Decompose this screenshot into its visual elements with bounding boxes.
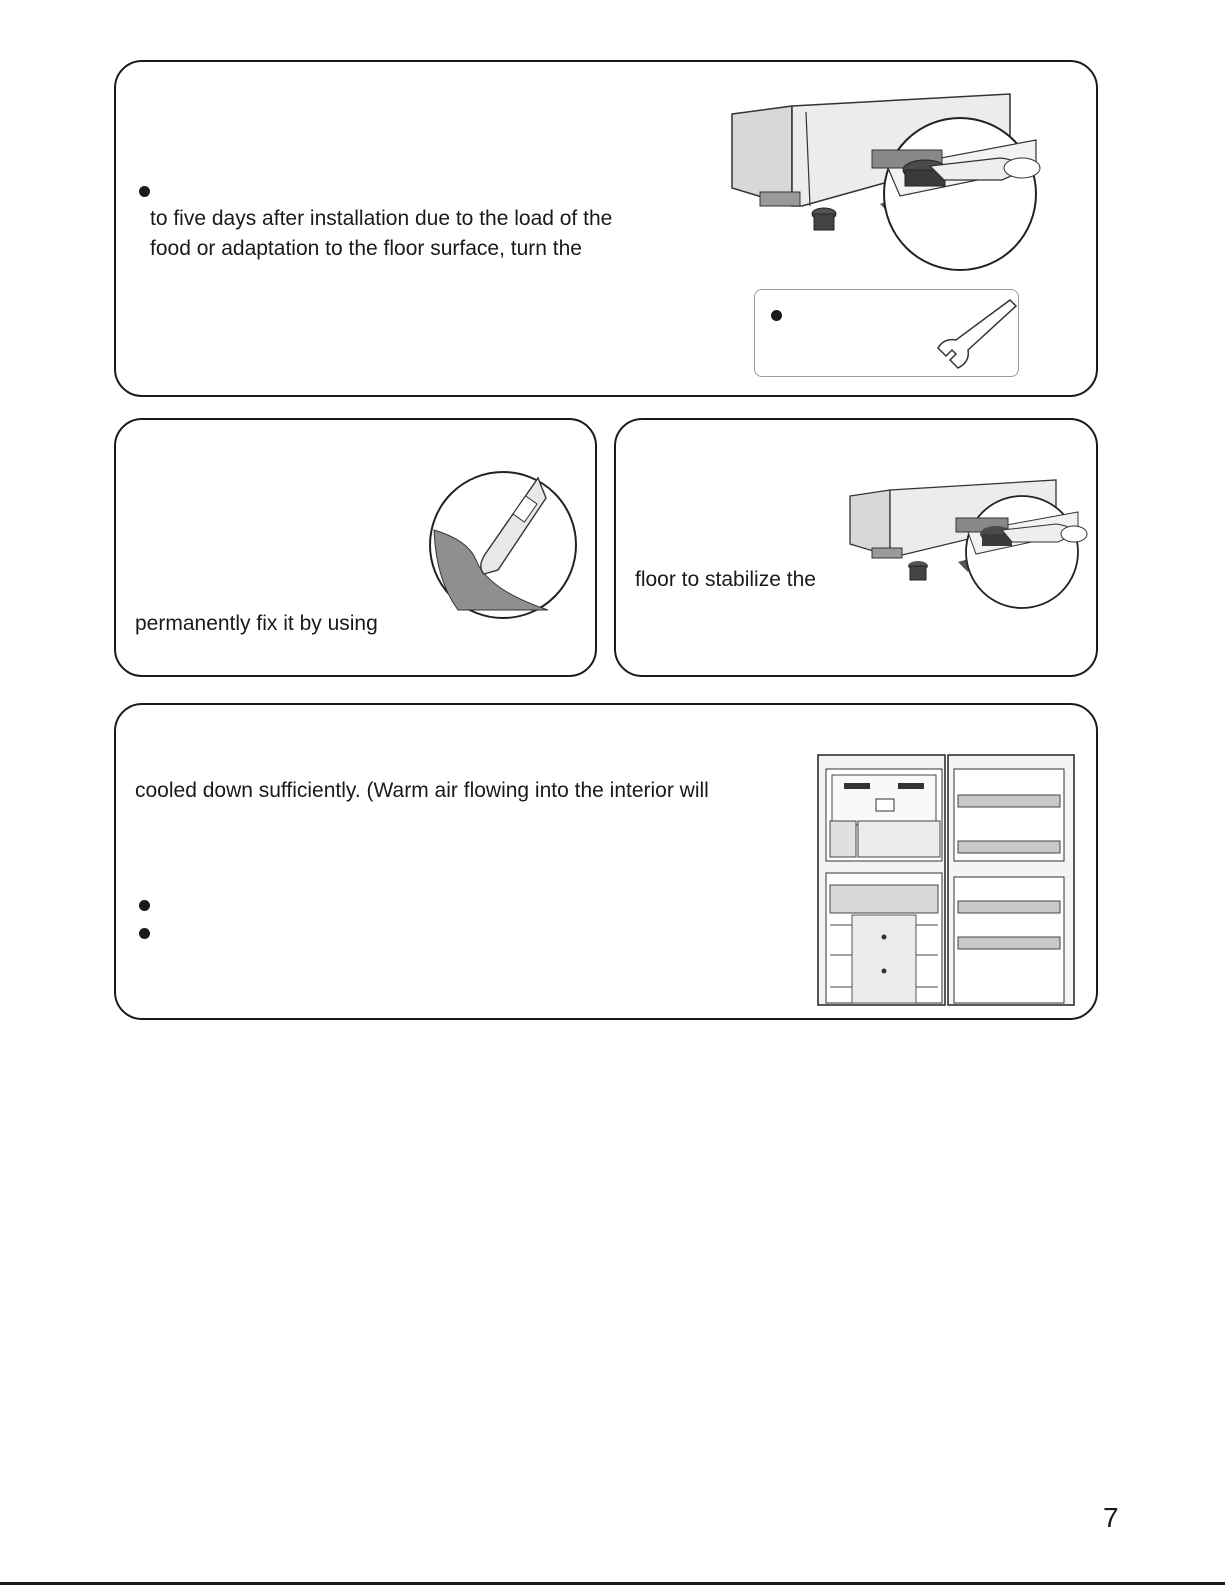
- leveling-text-line-2: food or adaptation to the floor surface, turn the: [150, 237, 582, 260]
- bullet: [771, 310, 782, 321]
- leveling-text-line-1: to five days after installation due to the load of the: [150, 207, 613, 230]
- wrench-icon: [924, 296, 1020, 374]
- stabilize-text-line: floor to stabilize the: [635, 568, 816, 591]
- leveling-foot-illustration: [720, 88, 1060, 283]
- bullet: [139, 900, 150, 911]
- door-strap-illustration: [428, 470, 578, 620]
- refrigerator-interior-illustration: [818, 755, 1075, 1005]
- bullet: [139, 928, 150, 939]
- cooling-text-line: cooled down sufficiently. (Warm air flowing into the interior will: [135, 779, 709, 802]
- page-number: 7: [1103, 1502, 1119, 1533]
- fix-text-line: permanently fix it by using: [135, 612, 378, 635]
- bullet: [139, 186, 150, 197]
- stabilize-foot-illustration: [846, 474, 1092, 612]
